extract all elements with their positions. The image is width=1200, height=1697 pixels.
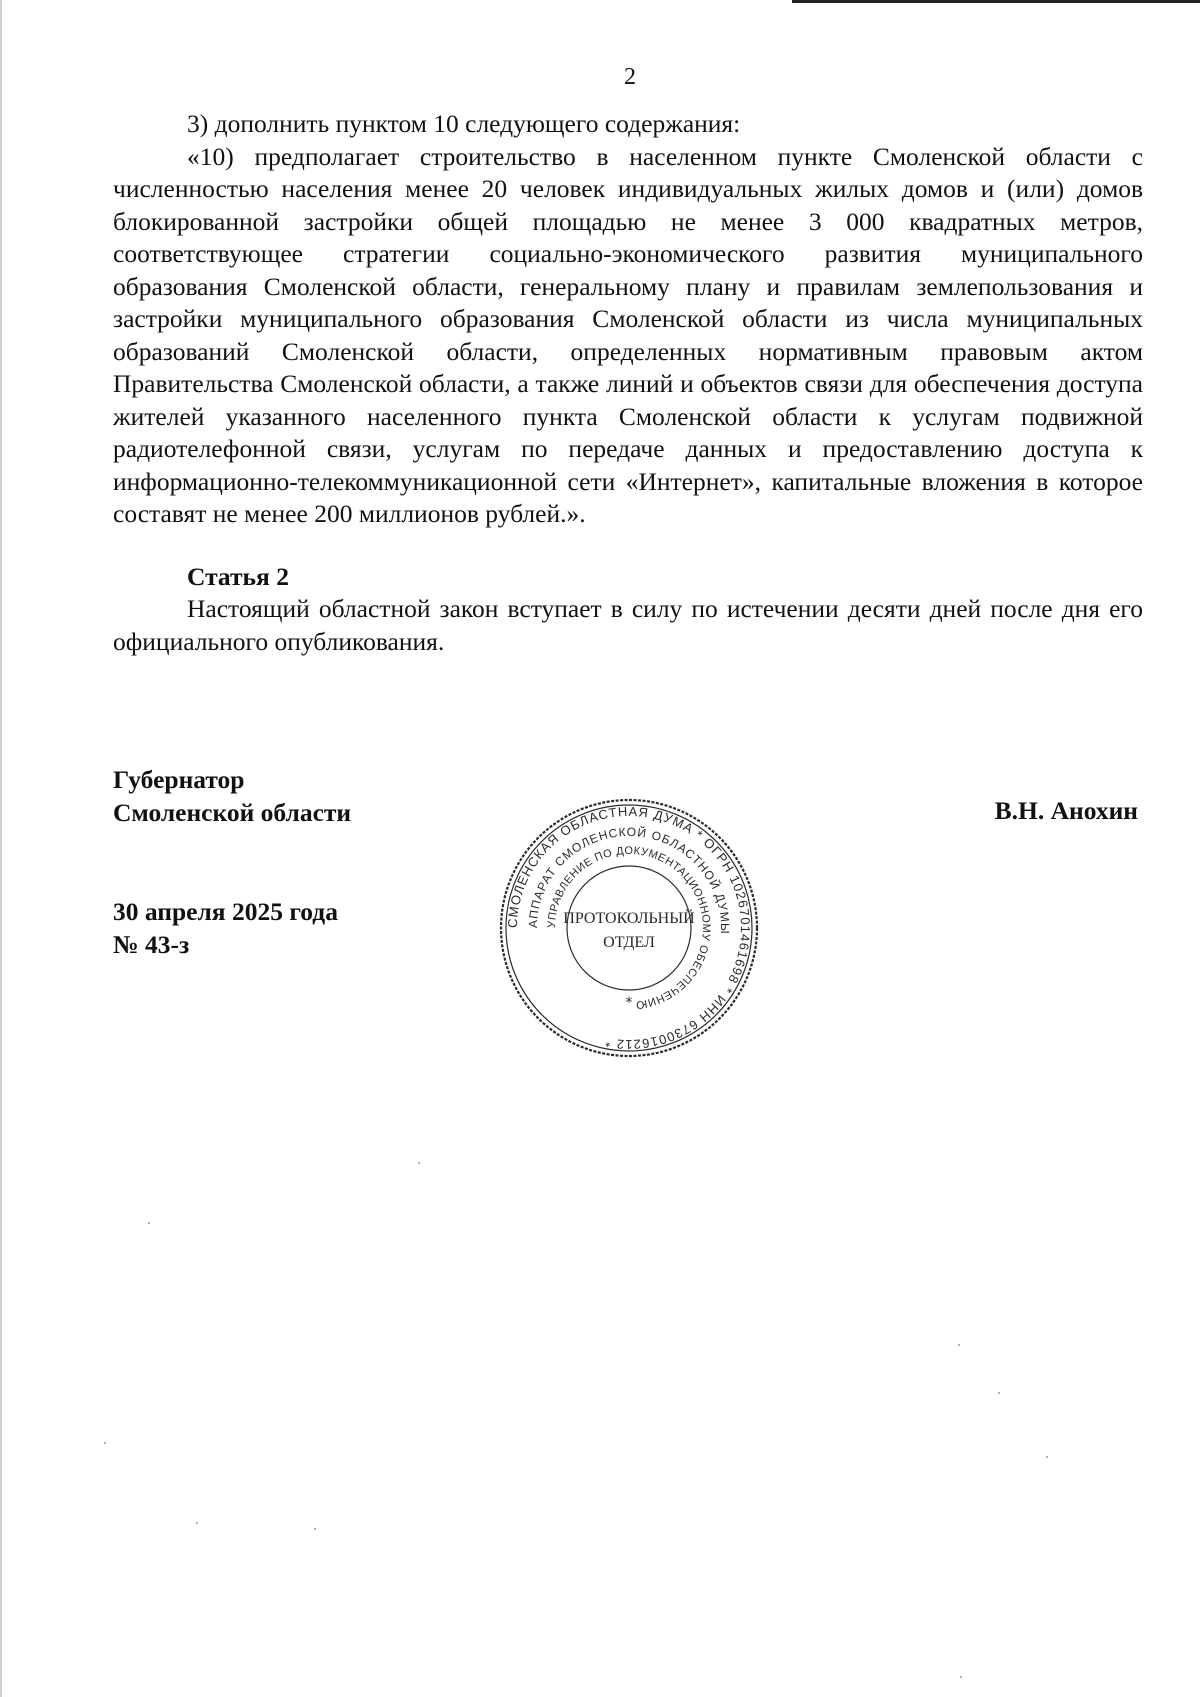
law-number: № 43-з <box>113 930 190 959</box>
stamp-middle-ring-text: АППАРАТ СМОЛЕНСКОЙ ОБЛАСТНОЙ ДУМЫ <box>525 824 733 935</box>
article-2-text: Настоящий областной закон вступает в силу по истечении десяти дней после дня его официального опубликования. <box>113 594 1143 656</box>
signatory-position <box>113 764 351 829</box>
scan-speck <box>148 1222 150 1224</box>
stamp-center-line2: ОТДЕЛ <box>603 934 655 951</box>
signatory-name: В.Н. Анохин <box>994 796 1138 825</box>
scan-speck <box>958 1344 960 1346</box>
enactment-date: 30 апреля 2025 года <box>113 897 338 926</box>
scan-speck <box>418 1162 420 1164</box>
amendment-item-text: «10) предполагает строительство в населенном пункте Смоленской области с численностью населения менее 20 человек индивидуальных жилых домов и (или) домов блокированной застройки общей площадью не менее 3 000 квадратных метров, соответствующее стратегии социально-экономического развития муниципального образования Смоленской области, генеральному плану и правилам землепользования и застройки муниципального образования Смоленской области из числа муниципальных образований Смоленской области, определенных нормативным правовым актом Правительства Смоленской области, а также линий и объектов связи для обеспечения доступа жителей указанного населенного пункта Смоленской области к услугам подвижной радиотелефонной связи, услугам по передаче данных и предоставлению доступа к информационно-телекоммуникационной сети «Интернет», капитальные вложения в которое составят не менее 200 миллионов рублей.». <box>113 141 1143 528</box>
official-seal-stamp <box>496 795 762 1061</box>
page-number: 2 <box>624 64 636 90</box>
stamp-star-mark: * <box>625 995 633 1011</box>
stamp-center-line1: ПРОТОКОЛЬНЫЙ <box>563 910 695 927</box>
enactment-details <box>113 895 338 961</box>
document-body <box>113 108 1143 658</box>
scan-speck <box>1046 1456 1048 1458</box>
amendment-item-intro: 3) дополнить пунктом 10 следующего содержания: <box>187 109 741 138</box>
top-edge-rule <box>792 0 1200 3</box>
scan-speck <box>998 1392 1000 1394</box>
scan-speck <box>314 1528 316 1530</box>
signatory-position-line1: Губернатор <box>113 765 245 794</box>
left-scan-edge <box>0 0 2 1697</box>
scan-speck <box>104 1442 106 1444</box>
stamp-outer-ring-text: СМОЛЕНСКАЯ ОБЛАСТНАЯ ДУМА * ОГРН 1026701461698 * ИНН 6730016212 * <box>504 803 754 1053</box>
signatory-position-line2: Смоленской области <box>113 797 352 827</box>
scan-speck <box>196 1522 198 1524</box>
article-2-title: Статья 2 <box>187 561 289 591</box>
scan-speck <box>960 1676 962 1678</box>
stamp-inner-ring-text: УПРАВЛЕНИЕ ПО ДОКУМЕНТАЦИОННОМУ ОБЕСПЕЧЕНИЮ <box>545 844 713 1011</box>
